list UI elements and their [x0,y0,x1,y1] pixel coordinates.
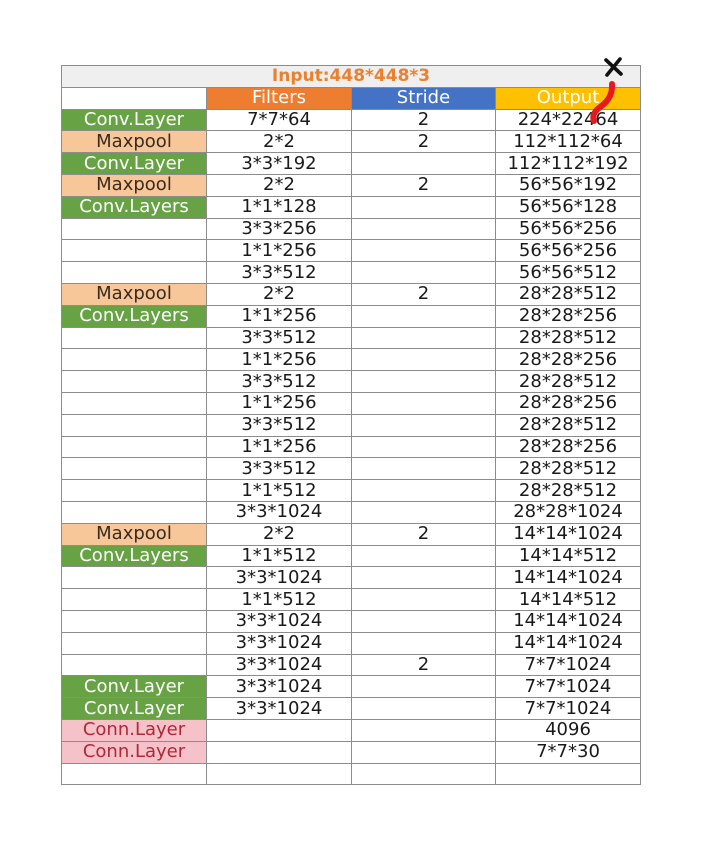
table-row [62,741,641,763]
layer-type-cell[interactable]: Conv.Layer [62,698,207,720]
table-row [62,349,641,371]
output-cell[interactable]: 28*28*256 [496,349,641,371]
layer-type-cell[interactable] [62,349,207,371]
filters-cell[interactable]: 3*3*1024 [207,501,352,523]
output-cell[interactable]: 14*14*512 [496,589,641,611]
stride-cell[interactable]: 2 [352,109,496,131]
output-cell[interactable]: 112*112*64 [496,131,641,153]
stride-cell[interactable]: 2 [352,131,496,153]
output-cell[interactable]: 7*7*1024 [496,654,641,676]
table-row [62,719,641,741]
stride-cell[interactable] [352,719,496,741]
output-cell[interactable]: 28*28*512 [496,371,641,393]
stride-cell[interactable]: 2 [352,174,496,196]
filters-cell[interactable]: 3*3*512 [207,414,352,436]
layer-type-cell[interactable] [62,654,207,676]
table-row [62,480,641,502]
output-cell[interactable] [496,763,641,785]
filters-cell[interactable]: 3*3*1024 [207,698,352,720]
layer-type-cell[interactable] [62,480,207,502]
input-title: Input:448*448*3 [62,66,641,88]
filters-cell[interactable]: 3*3*1024 [207,567,352,589]
filters-cell[interactable]: 3*3*256 [207,218,352,240]
stride-cell[interactable] [352,196,496,218]
layer-type-cell[interactable] [62,371,207,393]
output-cell[interactable]: 112*112*192 [496,153,641,175]
layer-type-cell[interactable] [62,589,207,611]
stride-cell[interactable] [352,567,496,589]
filters-cell[interactable]: 1*1*512 [207,589,352,611]
output-cell[interactable]: 28*28*512 [496,283,641,305]
output-cell[interactable]: 7*7*1024 [496,698,641,720]
stride-cell[interactable] [352,545,496,567]
output-cell[interactable]: 28*28*1024 [496,501,641,523]
stride-cell[interactable] [352,436,496,458]
filters-cell[interactable]: 1*1*128 [207,196,352,218]
table-row [62,414,641,436]
layer-type-cell[interactable] [62,567,207,589]
stride-cell[interactable]: 2 [352,283,496,305]
table-row [62,392,641,414]
layer-type-cell[interactable]: Maxpool [62,523,207,545]
layer-type-cell[interactable]: Conv.Layer [62,109,207,131]
stride-cell[interactable] [352,240,496,262]
filters-cell[interactable]: 3*3*1024 [207,610,352,632]
table-row [62,262,641,284]
table-row [62,327,641,349]
yolo-architecture-table [61,65,641,785]
filters-cell[interactable]: 1*1*512 [207,545,352,567]
output-cell[interactable]: 28*28*512 [496,458,641,480]
table-row [62,240,641,262]
layer-type-cell[interactable] [62,436,207,458]
stride-cell[interactable]: 2 [352,654,496,676]
table-row [62,174,641,196]
filters-cell[interactable]: 2*2 [207,523,352,545]
output-cell[interactable]: 56*56*128 [496,196,641,218]
stride-cell[interactable] [352,153,496,175]
table-row [62,371,641,393]
stride-cell[interactable] [352,349,496,371]
filters-header[interactable]: Filters [207,87,352,109]
filters-cell[interactable] [207,719,352,741]
stride-cell[interactable] [352,327,496,349]
layer-type-cell[interactable]: Conn.Layer [62,719,207,741]
layer-type-cell[interactable]: Conn.Layer [62,741,207,763]
table-row [62,458,641,480]
filters-cell[interactable]: 3*3*512 [207,371,352,393]
filters-cell[interactable]: 3*3*192 [207,153,352,175]
output-cell[interactable]: 28*28*256 [496,392,641,414]
filters-cell[interactable]: 3*3*512 [207,327,352,349]
output-header[interactable]: Output [496,87,641,109]
table-row [62,196,641,218]
stride-cell[interactable] [352,610,496,632]
table-row [62,676,641,698]
table-row [62,610,641,632]
output-cell[interactable]: 28*28*256 [496,436,641,458]
stride-cell[interactable] [352,371,496,393]
table-row [62,632,641,654]
table-row [62,283,641,305]
table-row [62,305,641,327]
filters-cell[interactable]: 1*1*512 [207,480,352,502]
output-cell[interactable]: 14*14*1024 [496,610,641,632]
stride-cell[interactable] [352,763,496,785]
layer-type-cell[interactable] [62,262,207,284]
filters-cell[interactable]: 2*2 [207,283,352,305]
output-cell[interactable]: 14*14*512 [496,545,641,567]
layer-type-cell[interactable]: Conv.Layers [62,196,207,218]
table-row [62,436,641,458]
output-cell[interactable]: 4096 [496,719,641,741]
layer-type-cell[interactable] [62,632,207,654]
stride-cell[interactable] [352,305,496,327]
stride-cell[interactable] [352,414,496,436]
table-row [62,523,641,545]
filters-cell[interactable]: 3*3*1024 [207,632,352,654]
stride-cell[interactable] [352,458,496,480]
title-row [62,66,641,88]
output-cell[interactable]: 56*56*512 [496,262,641,284]
table-row [62,763,641,785]
filters-cell[interactable]: 1*1*256 [207,392,352,414]
layer-type-cell[interactable] [62,218,207,240]
table-row [62,131,641,153]
layer-type-cell[interactable] [62,610,207,632]
filters-cell[interactable]: 3*3*1024 [207,676,352,698]
output-cell[interactable]: 14*14*1024 [496,523,641,545]
stride-cell[interactable] [352,262,496,284]
stride-header[interactable]: Stride [352,87,496,109]
layer-type-cell[interactable]: Maxpool [62,174,207,196]
output-cell[interactable]: 56*56*256 [496,218,641,240]
stride-cell[interactable] [352,741,496,763]
output-cell[interactable]: 7*7*30 [496,741,641,763]
output-cell[interactable]: 28*28*512 [496,327,641,349]
output-cell[interactable]: 56*56*256 [496,240,641,262]
table-row [62,654,641,676]
stride-cell[interactable] [352,392,496,414]
stride-cell[interactable] [352,501,496,523]
output-cell[interactable]: 28*28*512 [496,414,641,436]
layer-header-empty-cell[interactable] [62,87,207,109]
filters-cell[interactable]: 1*1*256 [207,436,352,458]
filters-cell[interactable]: 3*3*512 [207,262,352,284]
layer-type-cell[interactable]: Conv.Layers [62,545,207,567]
table-body [62,66,641,785]
filters-cell[interactable]: 2*2 [207,174,352,196]
filters-cell[interactable]: 1*1*256 [207,305,352,327]
output-cell[interactable]: 14*14*1024 [496,632,641,654]
filters-cell[interactable]: 3*3*512 [207,458,352,480]
table-row [62,567,641,589]
filters-cell[interactable] [207,741,352,763]
stride-cell[interactable] [352,698,496,720]
stride-cell[interactable] [352,480,496,502]
output-cell[interactable]: 28*28*512 [496,480,641,502]
stride-cell[interactable] [352,218,496,240]
filters-cell[interactable]: 1*1*256 [207,240,352,262]
layer-type-cell[interactable] [62,414,207,436]
stride-cell[interactable] [352,632,496,654]
filters-cell[interactable]: 2*2 [207,131,352,153]
table-row [62,153,641,175]
layer-type-cell[interactable] [62,501,207,523]
stride-cell[interactable] [352,589,496,611]
layer-type-cell[interactable]: Maxpool [62,131,207,153]
layer-type-cell[interactable]: Conv.Layers [62,305,207,327]
filters-cell[interactable] [207,763,352,785]
table-row [62,698,641,720]
table-row [62,545,641,567]
table-row [62,589,641,611]
header-row [62,87,641,109]
layer-type-cell[interactable] [62,240,207,262]
output-cell[interactable]: 14*14*1024 [496,567,641,589]
filters-cell[interactable]: 3*3*1024 [207,654,352,676]
layer-type-cell[interactable] [62,458,207,480]
layer-type-cell[interactable] [62,392,207,414]
layer-type-cell[interactable]: Maxpool [62,283,207,305]
output-cell[interactable]: 56*56*192 [496,174,641,196]
table-row [62,501,641,523]
layer-type-cell[interactable] [62,763,207,785]
output-cell[interactable]: 28*28*256 [496,305,641,327]
table-row [62,109,641,131]
filters-cell[interactable]: 1*1*256 [207,349,352,371]
layer-type-cell[interactable] [62,327,207,349]
filters-cell[interactable]: 7*7*64 [207,109,352,131]
output-cell[interactable]: 224*22464 [496,109,641,131]
stride-cell[interactable] [352,676,496,698]
stride-cell[interactable]: 2 [352,523,496,545]
layer-type-cell[interactable]: Conv.Layer [62,153,207,175]
table-row [62,218,641,240]
layer-type-cell[interactable]: Conv.Layer [62,676,207,698]
output-cell[interactable]: 7*7*1024 [496,676,641,698]
